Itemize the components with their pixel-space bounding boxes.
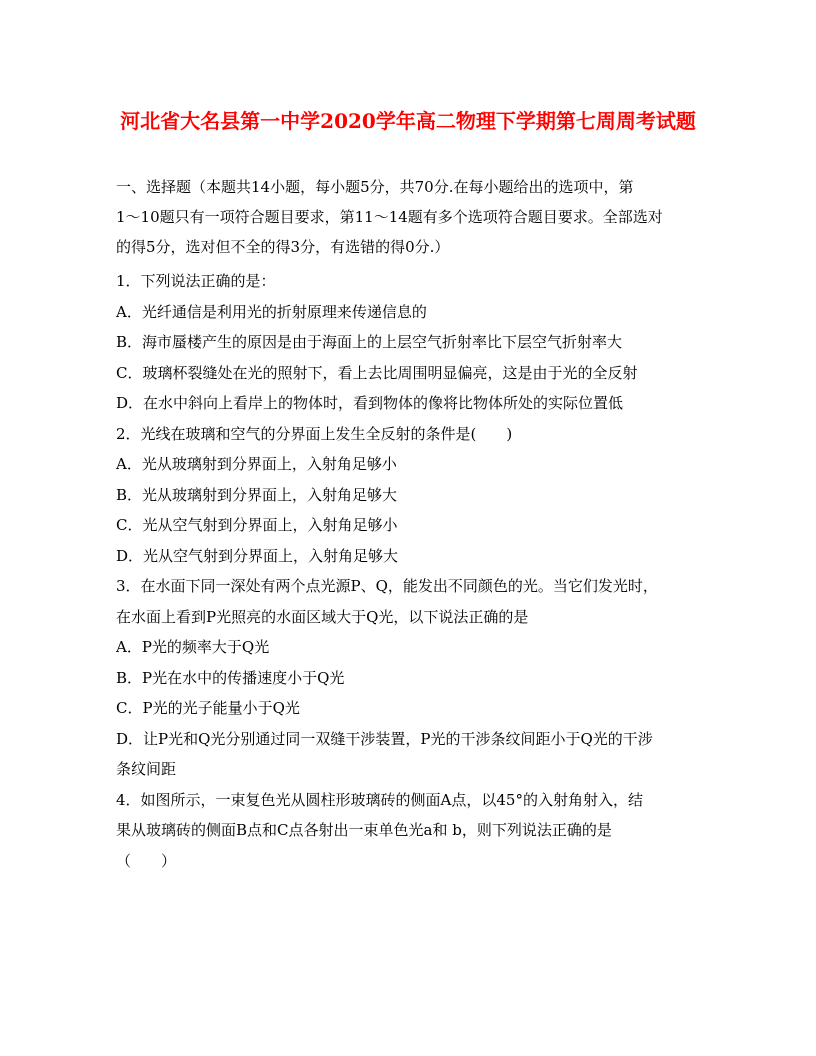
question-1-option-c: C．玻璃杯裂缝处在光的照射下，看上去比周围明显偏亮，这是由于光的全反射	[116, 363, 638, 382]
document-body	[116, 172, 706, 876]
instruction-line: 1～10题只有一项符合题目要求，第11～14题有多个选项符合题目要求。全部选对	[116, 208, 663, 226]
question-3-option-a: A．P光的频率大于Q光	[116, 638, 270, 656]
document-title: 河北省大名县第一中学2020学年高二物理下学期第七周周考试题	[120, 109, 696, 133]
question-2-option-c: C．光从空气射到分界面上，入射角足够小	[116, 516, 398, 534]
question-3-option-b: B．P光在水中的传播速度小于Q光	[116, 668, 345, 687]
question-3-option-d: D．让P光和Q光分别通过同一双缝干涉装置，P光的干涉条纹间距小于Q光的干涉	[116, 729, 653, 748]
question-2-stem: 2．光线在玻璃和空气的分界面上发生全反射的条件是( )	[116, 424, 513, 443]
question-3-option-c: C．P光的光子能量小于Q光	[116, 699, 300, 717]
question-3-stem: 3．在水面下同一深处有两个点光源P、Q，能发出不同颜色的光。当它们发光时，	[116, 577, 658, 595]
question-4-stem-continued: 果从玻璃砖的侧面B点和C点各射出一束单色光a和 b，则下列说法正确的是	[116, 821, 612, 839]
question-1-option-a: A．光纤通信是利用光的折射原理来传递信息的	[116, 302, 427, 321]
question-2-option-b: B．光从玻璃射到分界面上，入射角足够大	[116, 485, 398, 504]
question-4-stem: 4．如图所示，一束复色光从圆柱形玻璃砖的侧面A点，以45°的入射角射入，结	[116, 790, 643, 809]
question-1-stem: 1．下列说法正确的是：	[116, 272, 276, 290]
question-2-option-a: A．光从玻璃射到分界面上，入射角足够小	[116, 455, 397, 473]
question-1-option-d: D．在水中斜向上看岸上的物体时，看到物体的像将比物体所处的实际位置低	[116, 394, 624, 412]
question-3-stem-continued: 在水面上看到P光照亮的水面区域大于Q光，以下说法正确的是	[116, 607, 529, 626]
instruction-line: 的得5分，选对但不全的得3分，有选错的得0分.）	[116, 238, 450, 256]
question-1-option-b: B．海市蜃楼产生的原因是由于海面上的上层空气折射率比下层空气折射率大	[116, 333, 623, 351]
question-2-option-d: D．光从空气射到分界面上，入射角足够大	[116, 546, 399, 565]
question-4-answer-blank: （ ）	[116, 851, 177, 870]
instruction-line: 一、选择题（本题共14小题，每小题5分，共70分.在每小题给出的选项中，第	[116, 178, 634, 196]
question-3-option-d-continued: 条纹间距	[116, 760, 177, 778]
section-instructions	[116, 172, 706, 262]
